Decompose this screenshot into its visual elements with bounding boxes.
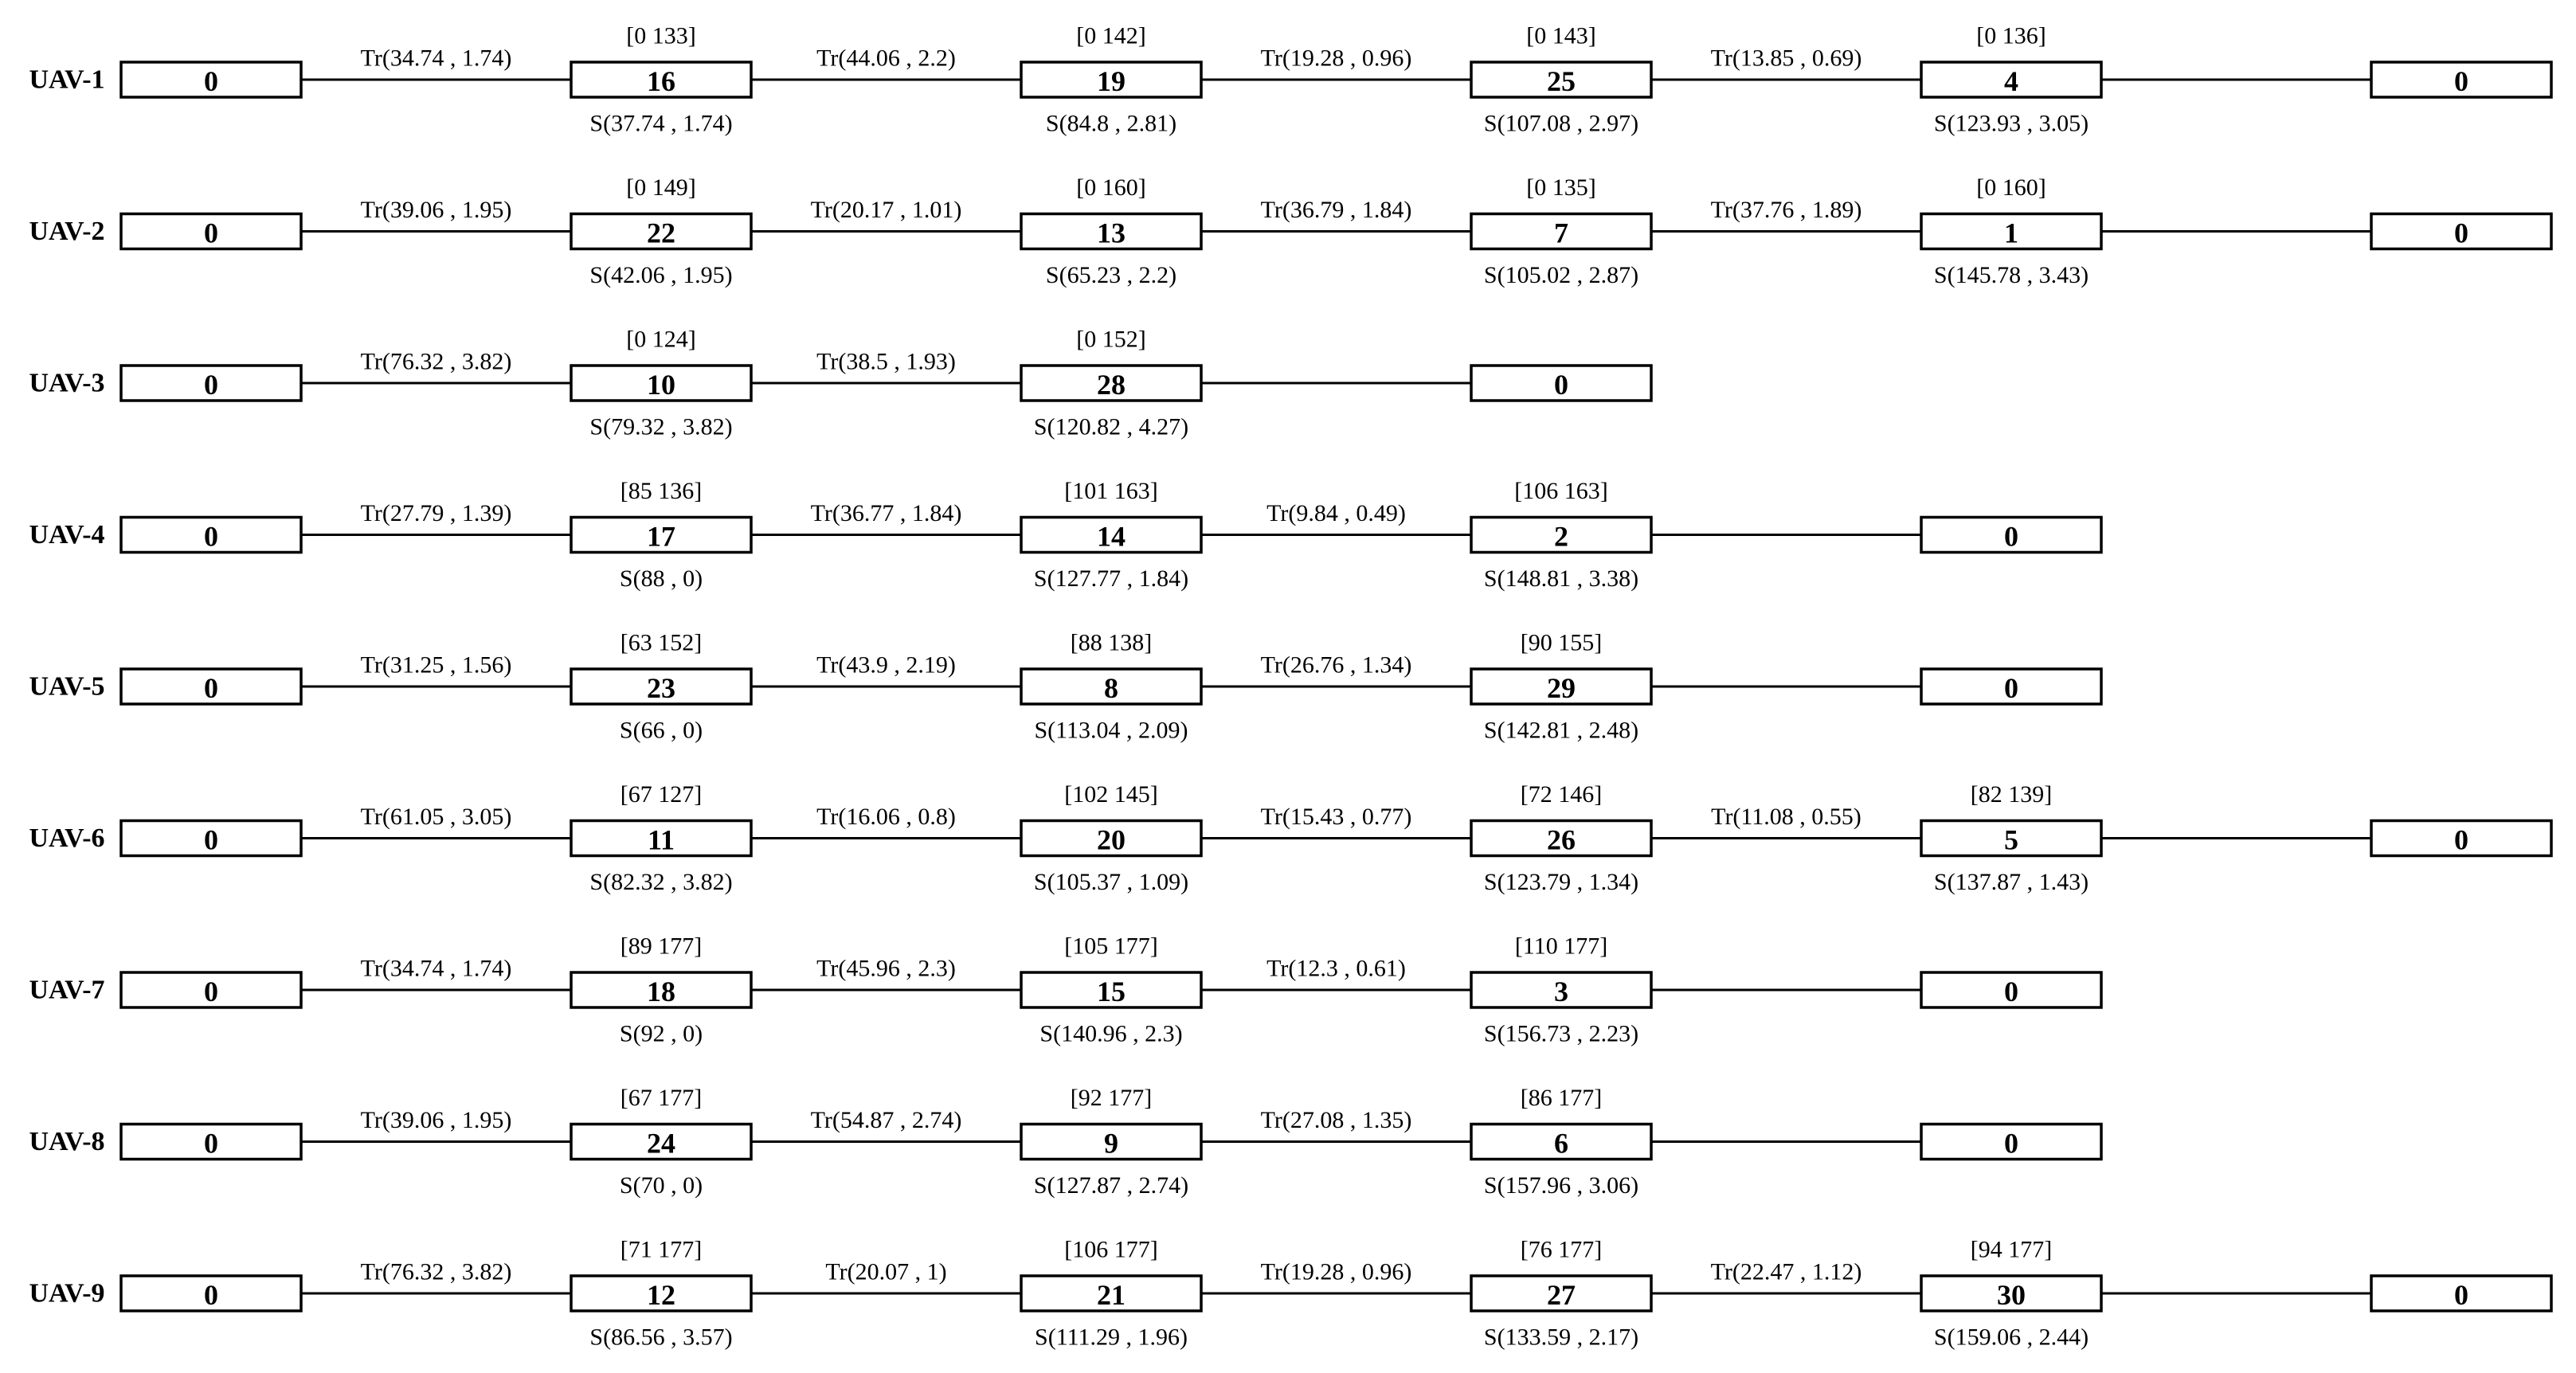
- route-row-9: [29, 1237, 2551, 1351]
- travel-label: Tr(38.5 , 1.93): [816, 348, 956, 375]
- node-id-label: 8: [1104, 672, 1118, 704]
- node-id-label: 0: [204, 1127, 218, 1160]
- route-row-5: [29, 630, 2101, 744]
- service-label: S(92 , 0): [619, 1020, 703, 1047]
- travel-label: Tr(22.47 , 1.12): [1710, 1258, 1862, 1285]
- travel-label: Tr(27.79 , 1.39): [360, 500, 512, 526]
- travel-label: Tr(19.28 , 0.96): [1260, 45, 1412, 72]
- node-id-label: 0: [204, 217, 218, 249]
- service-label: S(70 , 0): [619, 1172, 703, 1199]
- node-id-label: 25: [1547, 65, 1576, 97]
- node-id-label: 12: [647, 1279, 675, 1311]
- node-id-label: 15: [1097, 976, 1126, 1007]
- node-id-label: 5: [2004, 823, 2018, 856]
- node-id-label: 0: [2004, 520, 2018, 553]
- node-id-label: 0: [204, 672, 218, 704]
- travel-label: Tr(15.43 , 0.77): [1260, 804, 1412, 830]
- node-id-label: 28: [1097, 369, 1126, 401]
- time-window-label: [90 155]: [1520, 629, 1603, 656]
- travel-label: Tr(19.28 , 0.96): [1260, 1258, 1412, 1285]
- time-window-label: [71 177]: [620, 1236, 703, 1263]
- uav-label: UAV-4: [29, 520, 105, 550]
- uav-label: UAV-3: [29, 368, 105, 398]
- travel-label: Tr(45.96 , 2.3): [816, 955, 956, 982]
- uav-label: UAV-6: [29, 823, 105, 853]
- time-window-label: [94 177]: [1970, 1236, 2053, 1263]
- time-window-label: [102 145]: [1064, 781, 1158, 808]
- node-id-label: 2: [1554, 520, 1568, 553]
- travel-label: Tr(26.76 , 1.34): [1260, 651, 1412, 679]
- node-id-label: 23: [647, 672, 675, 704]
- time-window-label: [63 152]: [620, 629, 703, 656]
- travel-label: Tr(20.17 , 1.01): [810, 197, 962, 223]
- node-id-label: 9: [1104, 1127, 1118, 1160]
- time-window-label: [88 138]: [1070, 629, 1153, 656]
- service-label: S(156.73 , 2.23): [1483, 1020, 1639, 1047]
- service-label: S(105.37 , 1.09): [1033, 869, 1189, 895]
- service-label: S(133.59 , 2.17): [1483, 1324, 1639, 1351]
- route-rows: [29, 23, 2551, 1351]
- uav-label: UAV-2: [29, 217, 105, 246]
- node-id-label: 10: [647, 369, 675, 401]
- node-id-label: 6: [1554, 1127, 1568, 1160]
- node-id-label: 13: [1097, 217, 1126, 249]
- time-window-label: [101 163]: [1064, 478, 1158, 504]
- service-label: S(42.06 , 1.95): [589, 262, 733, 288]
- service-label: S(157.96 , 3.06): [1483, 1172, 1639, 1199]
- node-id-label: 0: [204, 65, 218, 97]
- time-window-label: [72 146]: [1520, 781, 1603, 808]
- node-id-label: 29: [1547, 672, 1576, 704]
- time-window-label: [0 133]: [626, 22, 696, 49]
- travel-label: Tr(44.06 , 2.2): [816, 45, 956, 72]
- uav-label: UAV-1: [29, 65, 105, 95]
- travel-label: Tr(13.85 , 0.69): [1710, 45, 1862, 72]
- node-id-label: 27: [1547, 1279, 1576, 1311]
- time-window-label: [89 177]: [620, 933, 703, 960]
- travel-label: Tr(11.08 , 0.55): [1711, 804, 1862, 830]
- travel-label: Tr(54.87 , 2.74): [810, 1107, 962, 1133]
- node-id-label: 0: [2004, 672, 2018, 704]
- service-label: S(127.77 , 1.84): [1033, 565, 1189, 592]
- uav-label: UAV-9: [29, 1278, 105, 1308]
- route-row-7: [29, 933, 2101, 1047]
- service-label: S(127.87 , 2.74): [1033, 1172, 1189, 1199]
- node-id-label: 11: [647, 823, 675, 856]
- route-row-2: [29, 174, 2551, 288]
- service-label: S(111.29 , 1.96): [1035, 1324, 1188, 1351]
- travel-label: Tr(20.07 , 1): [825, 1258, 947, 1285]
- time-window-label: [0 142]: [1076, 22, 1146, 49]
- time-window-label: [0 152]: [1076, 326, 1146, 353]
- node-id-label: 22: [647, 217, 675, 249]
- time-window-label: [106 163]: [1514, 478, 1608, 504]
- node-id-label: 0: [2454, 65, 2468, 97]
- node-id-label: 14: [1097, 520, 1126, 553]
- service-label: S(113.04 , 2.09): [1034, 717, 1188, 744]
- node-id-label: 7: [1554, 217, 1568, 249]
- time-window-label: [67 127]: [620, 781, 703, 808]
- service-label: S(123.79 , 1.34): [1483, 869, 1639, 895]
- travel-label: Tr(36.77 , 1.84): [810, 500, 962, 526]
- uav-label: UAV-8: [29, 1127, 105, 1156]
- service-label: S(84.8 , 2.81): [1045, 110, 1177, 137]
- time-window-label: [76 177]: [1520, 1236, 1603, 1263]
- service-label: S(79.32 , 3.82): [589, 413, 733, 440]
- travel-label: Tr(76.32 , 3.82): [360, 1258, 512, 1285]
- time-window-label: [82 139]: [1970, 781, 2053, 808]
- service-label: S(140.96 , 2.3): [1039, 1020, 1183, 1047]
- node-id-label: 26: [1547, 823, 1576, 856]
- node-id-label: 0: [204, 369, 218, 401]
- service-label: S(145.78 , 3.43): [1933, 262, 2089, 288]
- time-window-label: [86 177]: [1520, 1085, 1603, 1111]
- travel-label: Tr(31.25 , 1.56): [360, 651, 512, 679]
- travel-label: Tr(39.06 , 1.95): [360, 197, 512, 223]
- travel-label: Tr(61.05 , 3.05): [360, 804, 512, 830]
- service-label: S(86.56 , 3.57): [589, 1324, 733, 1351]
- service-label: S(66 , 0): [619, 717, 703, 744]
- node-id-label: 0: [204, 823, 218, 856]
- time-window-label: [85 136]: [620, 478, 703, 504]
- service-label: S(120.82 , 4.27): [1033, 413, 1189, 440]
- travel-label: Tr(27.08 , 1.35): [1260, 1107, 1412, 1133]
- node-id-label: 0: [2454, 1279, 2468, 1311]
- node-id-label: 0: [2454, 823, 2468, 856]
- node-id-label: 21: [1097, 1279, 1126, 1311]
- node-id-label: 3: [1554, 976, 1568, 1007]
- travel-label: Tr(36.79 , 1.84): [1260, 197, 1412, 223]
- node-id-label: 30: [1997, 1279, 2026, 1311]
- service-label: S(82.32 , 3.82): [589, 869, 733, 895]
- node-id-label: 0: [204, 520, 218, 553]
- travel-label: Tr(9.84 , 0.49): [1266, 500, 1406, 526]
- travel-label: Tr(76.32 , 3.82): [360, 348, 512, 375]
- route-row-1: [29, 23, 2551, 137]
- time-window-label: [0 135]: [1526, 174, 1596, 201]
- service-label: S(105.02 , 2.87): [1483, 262, 1639, 288]
- time-window-label: [105 177]: [1064, 933, 1158, 960]
- node-id-label: 1: [2004, 217, 2018, 249]
- travel-label: Tr(34.74 , 1.74): [360, 955, 512, 982]
- travel-label: Tr(12.3 , 0.61): [1266, 955, 1406, 982]
- time-window-label: [67 177]: [620, 1085, 703, 1111]
- route-row-3: [29, 327, 1651, 440]
- time-window-label: [110 177]: [1514, 933, 1608, 960]
- node-id-label: 0: [204, 1279, 218, 1311]
- node-id-label: 0: [1554, 369, 1568, 401]
- time-window-label: [0 160]: [1976, 174, 2046, 201]
- route-row-6: [29, 781, 2551, 895]
- service-label: S(65.23 , 2.2): [1045, 262, 1177, 288]
- service-label: S(37.74 , 1.74): [589, 110, 733, 137]
- service-label: S(137.87 , 1.43): [1933, 869, 2089, 895]
- service-label: S(88 , 0): [619, 565, 703, 592]
- travel-label: Tr(43.9 , 2.19): [816, 651, 956, 679]
- travel-label: Tr(37.76 , 1.89): [1710, 197, 1862, 223]
- node-id-label: 0: [204, 976, 218, 1007]
- travel-label: Tr(16.06 , 0.8): [816, 804, 956, 830]
- time-window-label: [92 177]: [1070, 1085, 1153, 1111]
- node-id-label: 24: [647, 1127, 675, 1160]
- time-window-label: [0 124]: [626, 326, 696, 353]
- node-id-label: 0: [2004, 976, 2018, 1007]
- service-label: S(148.81 , 3.38): [1483, 565, 1639, 592]
- time-window-label: [0 149]: [626, 174, 696, 201]
- route-row-4: [29, 478, 2101, 592]
- service-label: S(123.93 , 3.05): [1933, 110, 2089, 137]
- node-id-label: 18: [647, 976, 675, 1007]
- node-id-label: 4: [2004, 65, 2018, 97]
- travel-label: Tr(34.74 , 1.74): [360, 45, 512, 72]
- node-id-label: 17: [647, 520, 675, 553]
- time-window-label: [0 136]: [1976, 22, 2046, 49]
- uav-label: UAV-7: [29, 975, 105, 1005]
- time-window-label: [0 160]: [1076, 174, 1146, 201]
- travel-label: Tr(39.06 , 1.95): [360, 1107, 512, 1133]
- uav-label: UAV-5: [29, 671, 105, 702]
- node-id-label: 0: [2454, 217, 2468, 249]
- time-window-label: [0 143]: [1526, 22, 1596, 49]
- time-window-label: [106 177]: [1064, 1236, 1158, 1263]
- node-id-label: 19: [1097, 65, 1126, 97]
- route-row-8: [29, 1085, 2101, 1199]
- node-id-label: 16: [647, 65, 675, 97]
- service-label: S(142.81 , 2.48): [1483, 717, 1639, 744]
- node-id-label: 0: [2004, 1127, 2018, 1160]
- service-label: S(107.08 , 2.97): [1483, 110, 1639, 137]
- service-label: S(159.06 , 2.44): [1933, 1324, 2089, 1351]
- node-id-label: 20: [1097, 823, 1126, 856]
